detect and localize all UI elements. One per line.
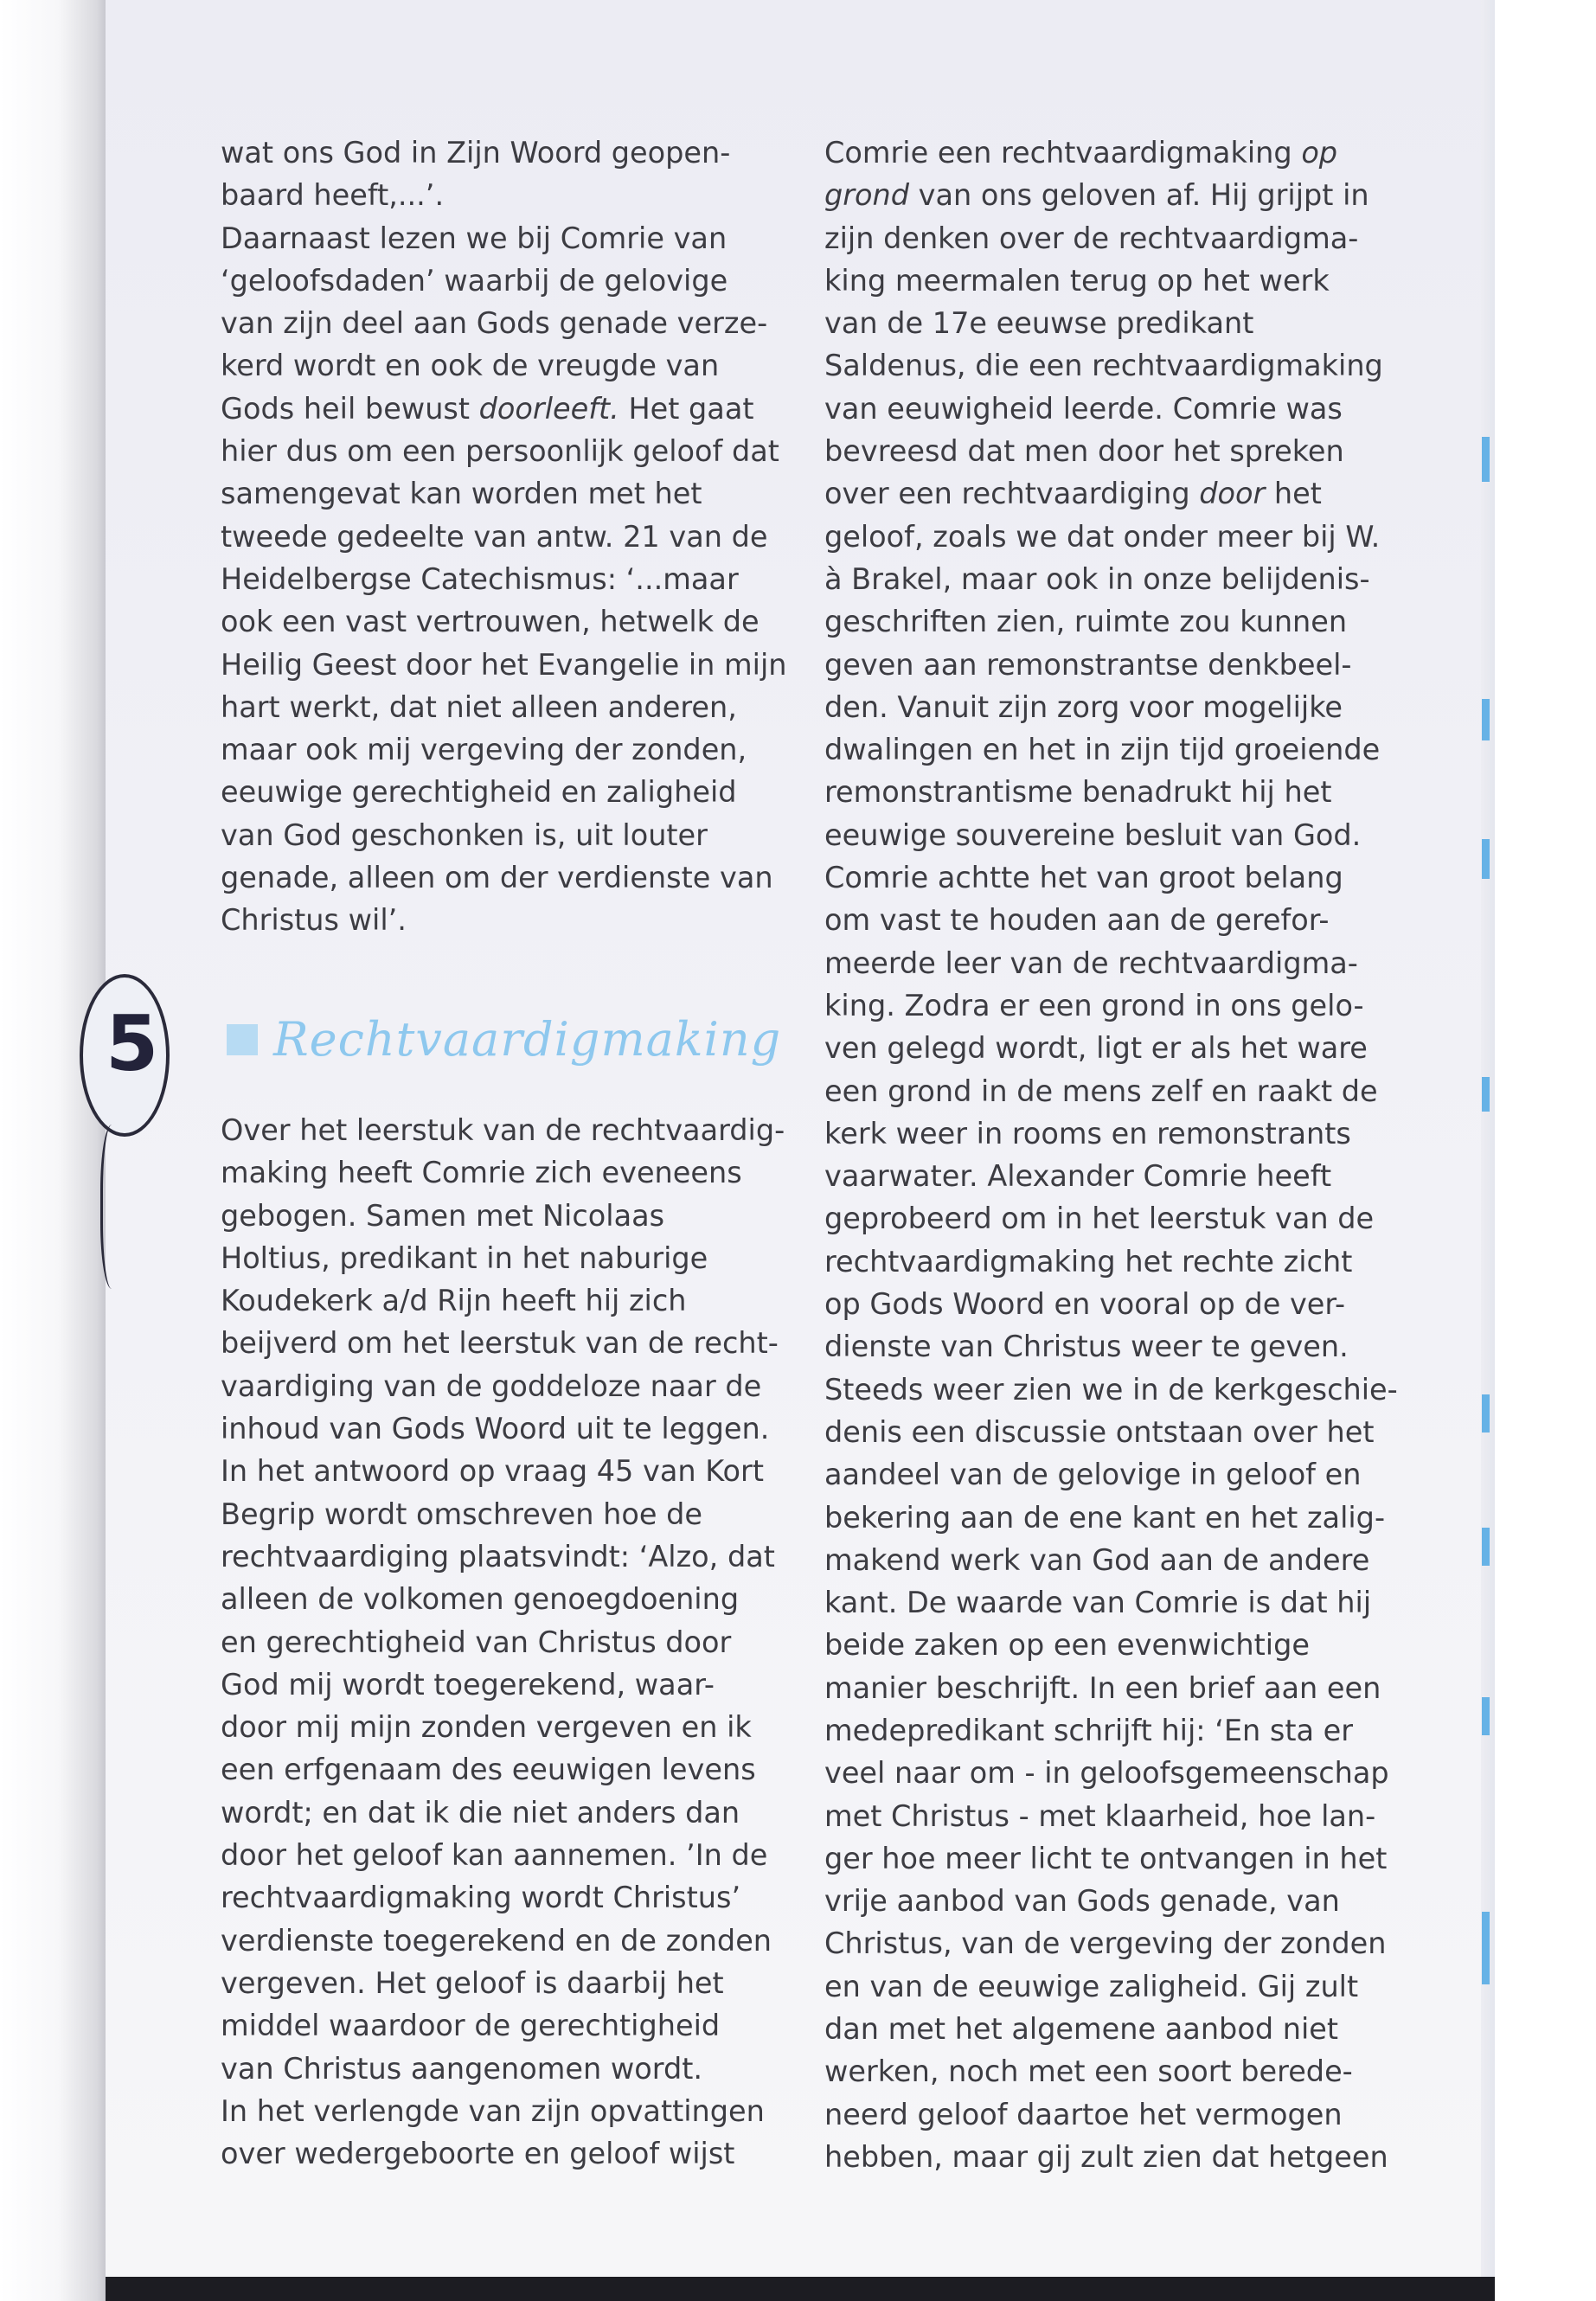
- text-line: bevreesd dat men door het spreken: [824, 434, 1344, 469]
- text-line: king. Zodra er een grond in ons gelo-: [824, 988, 1364, 1022]
- scan-margin: [1495, 0, 1596, 2301]
- right-text-column: [824, 131, 1398, 2178]
- edge-tab: [1482, 437, 1490, 482]
- text-line: vaardiging van de goddeloze naar de: [221, 1368, 762, 1403]
- text-line: makend werk van God aan de andere: [824, 1542, 1370, 1577]
- text-line: Saldenus, die een rechtvaardigmaking: [824, 349, 1383, 383]
- text-line: remonstrantisme benadrukt hij het: [824, 775, 1332, 810]
- scan-bottom-edge: [106, 2277, 1495, 2301]
- text-line: vergeven. Het geloof is daarbij het: [221, 1965, 724, 2000]
- text-line: rechtvaardigmaking het rechte zicht: [824, 1244, 1353, 1279]
- text-line: ven gelegd wordt, ligt er als het ware: [824, 1031, 1368, 1066]
- text-line: werken, noch met een soort berede-: [824, 2054, 1353, 2089]
- text-line: wordt; en dat ik die niet anders dan: [221, 1795, 740, 1830]
- text-line: kant. De waarde van Comrie is dat hij: [824, 1586, 1372, 1620]
- text-line: inhoud van Gods Woord uit te leggen.: [221, 1412, 770, 1446]
- section-paragraph: [221, 1109, 785, 2175]
- edge-tab: [1482, 1697, 1490, 1735]
- text-line: geloof, zoals we dat onder meer bij W.: [824, 519, 1381, 554]
- text-line: en gerechtigheid van Christus door: [221, 1625, 732, 1659]
- edge-tab: [1482, 1077, 1490, 1112]
- text-line: denis een discussie ontstaan over het: [824, 1414, 1375, 1449]
- text-line: van God geschonken is, uit louter: [221, 817, 708, 852]
- text-line: Begrip wordt omschreven hoe de: [221, 1497, 703, 1531]
- text-line: genade, alleen om der verdienste van: [221, 861, 773, 895]
- text-line: over wedergeboorte en geloof wijst: [221, 2137, 735, 2171]
- text-line: middel waardoor de gerechtigheid: [221, 2009, 721, 2043]
- text-line: rechtvaardiging plaatsvindt: ‘Alzo, dat: [221, 1539, 775, 1574]
- text-line: om vast te houden aan de gerefor-: [824, 903, 1330, 938]
- text-line: den. Vanuit zijn zorg voor mogelijke: [824, 689, 1343, 724]
- text-line: eeuwige gerechtigheid en zaligheid: [221, 775, 737, 810]
- text-line: samengevat kan worden met het: [221, 477, 702, 511]
- text-line: God mij wordt toegerekend, waar-: [221, 1667, 715, 1702]
- page-binding-shadow: [0, 0, 106, 2301]
- text-line: Koudekerk a/d Rijn heeft hij zich: [221, 1284, 687, 1318]
- text-line: Christus wil’.: [221, 903, 407, 938]
- text-line: making heeft Comrie zich eveneens: [221, 1156, 742, 1190]
- text-line: medepredikant schrijft hij: ‘En sta er: [824, 1713, 1354, 1747]
- text-line: In het antwoord op vraag 45 van Kort: [221, 1454, 764, 1489]
- section-heading: [227, 1012, 781, 1067]
- text-line: baard heeft,...’.: [221, 178, 445, 213]
- text-line: op Gods Woord en vooral op de ver-: [824, 1287, 1346, 1322]
- edge-tab: [1482, 1912, 1490, 1984]
- text-line: geven aan remonstrantse denkbeel-: [824, 647, 1352, 682]
- text-line: en van de eeuwige zaligheid. Gij zult: [824, 1969, 1359, 2003]
- text-line: aandeel van de gelovige in geloof en: [824, 1458, 1362, 1492]
- text-line: gebogen. Samen met Nicolaas: [221, 1198, 665, 1233]
- text-line: beijverd om het leerstuk van de recht-: [221, 1326, 779, 1361]
- text-line: rechtvaardigmaking wordt Christus’: [221, 1881, 741, 1915]
- text-line: hebben, maar gij zult zien dat hetgeen: [824, 2139, 1388, 2174]
- text-line: Comrie een rechtvaardigmaking op: [824, 136, 1338, 170]
- text-line: alleen de volkomen genoegdoening: [221, 1582, 740, 1617]
- text-line: Holtius, predikant in het naburige: [221, 1240, 708, 1275]
- text-line: met Christus - met klaarheid, hoe lan-: [824, 1798, 1376, 1833]
- text-line: king meermalen terug op het werk: [824, 263, 1330, 298]
- text-line: Daarnaast lezen we bij Comrie van: [221, 221, 727, 255]
- text-line: à Brakel, maar ook in onze belijdenis-: [824, 561, 1370, 596]
- text-line: In het verlengde van zijn opvattingen: [221, 2093, 765, 2128]
- text-line: van de 17e eeuwse predikant: [824, 306, 1254, 341]
- text-line: Heilig Geest door het Evangelie in mijn: [221, 647, 787, 682]
- text-line: kerd wordt en ook de vreugde van: [221, 349, 720, 383]
- text-line: zijn denken over de rechtvaardigma-: [824, 221, 1359, 255]
- text-line: meerde leer van de rechtvaardigma-: [824, 945, 1358, 980]
- edge-tab: [1482, 699, 1490, 740]
- text-line: van Christus aangenomen wordt.: [221, 2051, 703, 2086]
- text-line: wat ons God in Zijn Woord geopen-: [221, 136, 731, 170]
- text-line: beide zaken op een evenwichtige: [824, 1628, 1310, 1663]
- text-line: dwalingen en het in zijn tijd groeiende: [824, 733, 1381, 767]
- text-line: tweede gedeelte van antw. 21 van de: [221, 519, 768, 554]
- text-line: bekering aan de ene kant en het zalig-: [824, 1500, 1386, 1535]
- chapter-circle-tail: [100, 1125, 129, 1289]
- left-text-column: [221, 131, 787, 942]
- text-line: vaarwater. Alexander Comrie heeft: [824, 1159, 1332, 1194]
- text-line: een grond in de mens zelf en raakt de: [824, 1074, 1378, 1108]
- text-line: Comrie achtte het van groot belang: [824, 861, 1343, 895]
- text-line: Over het leerstuk van de rechtvaardig-: [221, 1113, 785, 1147]
- text-line: verdienste toegerekend en de zonden: [221, 1923, 772, 1958]
- text-line: neerd geloof daartoe het vermogen: [824, 2097, 1343, 2131]
- text-line: ‘geloofsdaden’ waarbij de gelovige: [221, 263, 728, 298]
- text-line: dienste van Christus weer te geven.: [824, 1330, 1349, 1364]
- edge-tab: [1482, 839, 1490, 879]
- text-line: grond van ons geloven af. Hij grijpt in: [824, 178, 1369, 213]
- text-line: kerk weer in rooms en remonstrants: [824, 1116, 1351, 1150]
- text-line: maar ook mij vergeving der zonden,: [221, 733, 747, 767]
- text-line: hart werkt, dat niet alleen anderen,: [221, 689, 737, 724]
- text-line: Heidelbergse Catechismus: ‘...maar: [221, 561, 739, 596]
- edge-tab: [1482, 1394, 1490, 1433]
- text-line: van eeuwigheid leerde. Comrie was: [824, 391, 1343, 426]
- text-line: een erfgenaam des eeuwigen levens: [221, 1753, 756, 1787]
- text-line: door mij mijn zonden vergeven en ik: [221, 1710, 752, 1745]
- heading-square-icon: [227, 1024, 258, 1055]
- text-line: eeuwige souvereine besluit van God.: [824, 817, 1362, 852]
- text-line: geschriften zien, ruimte zou kunnen: [824, 605, 1348, 639]
- text-line: Steeds weer zien we in de kerkgeschie-: [824, 1372, 1398, 1407]
- edge-tab: [1482, 1528, 1490, 1566]
- text-line: geprobeerd om in het leerstuk van de: [824, 1202, 1375, 1236]
- text-line: dan met het algemene aanbod niet: [824, 2012, 1339, 2047]
- section-heading-text: Rechtvaardigmaking: [273, 1012, 782, 1067]
- text-line: door het geloof kan aannemen. ’In de: [221, 1838, 768, 1873]
- intro-paragraph: [221, 131, 787, 942]
- text-line: over een rechtvaardiging door het: [824, 477, 1322, 511]
- text-line: Christus, van de vergeving der zonden: [824, 1926, 1387, 1961]
- text-line: ger hoe meer licht te ontvangen in het: [824, 1841, 1388, 1875]
- text-line: vrije aanbod van Gods genade, van: [824, 1884, 1340, 1919]
- text-line: manier beschrijft. In een brief aan een: [824, 1670, 1381, 1705]
- text-line: veel naar om - in geloofsgemeenschap: [824, 1756, 1389, 1791]
- text-line: ook een vast vertrouwen, hetwelk de: [221, 605, 760, 639]
- text-line: van zijn deel aan Gods genade verze-: [221, 306, 768, 341]
- text-line: hier dus om een persoonlijk geloof dat: [221, 434, 779, 469]
- chapter-number: 5: [106, 999, 159, 1088]
- text-line: Gods heil bewust doorleeft. Het gaat: [221, 391, 754, 426]
